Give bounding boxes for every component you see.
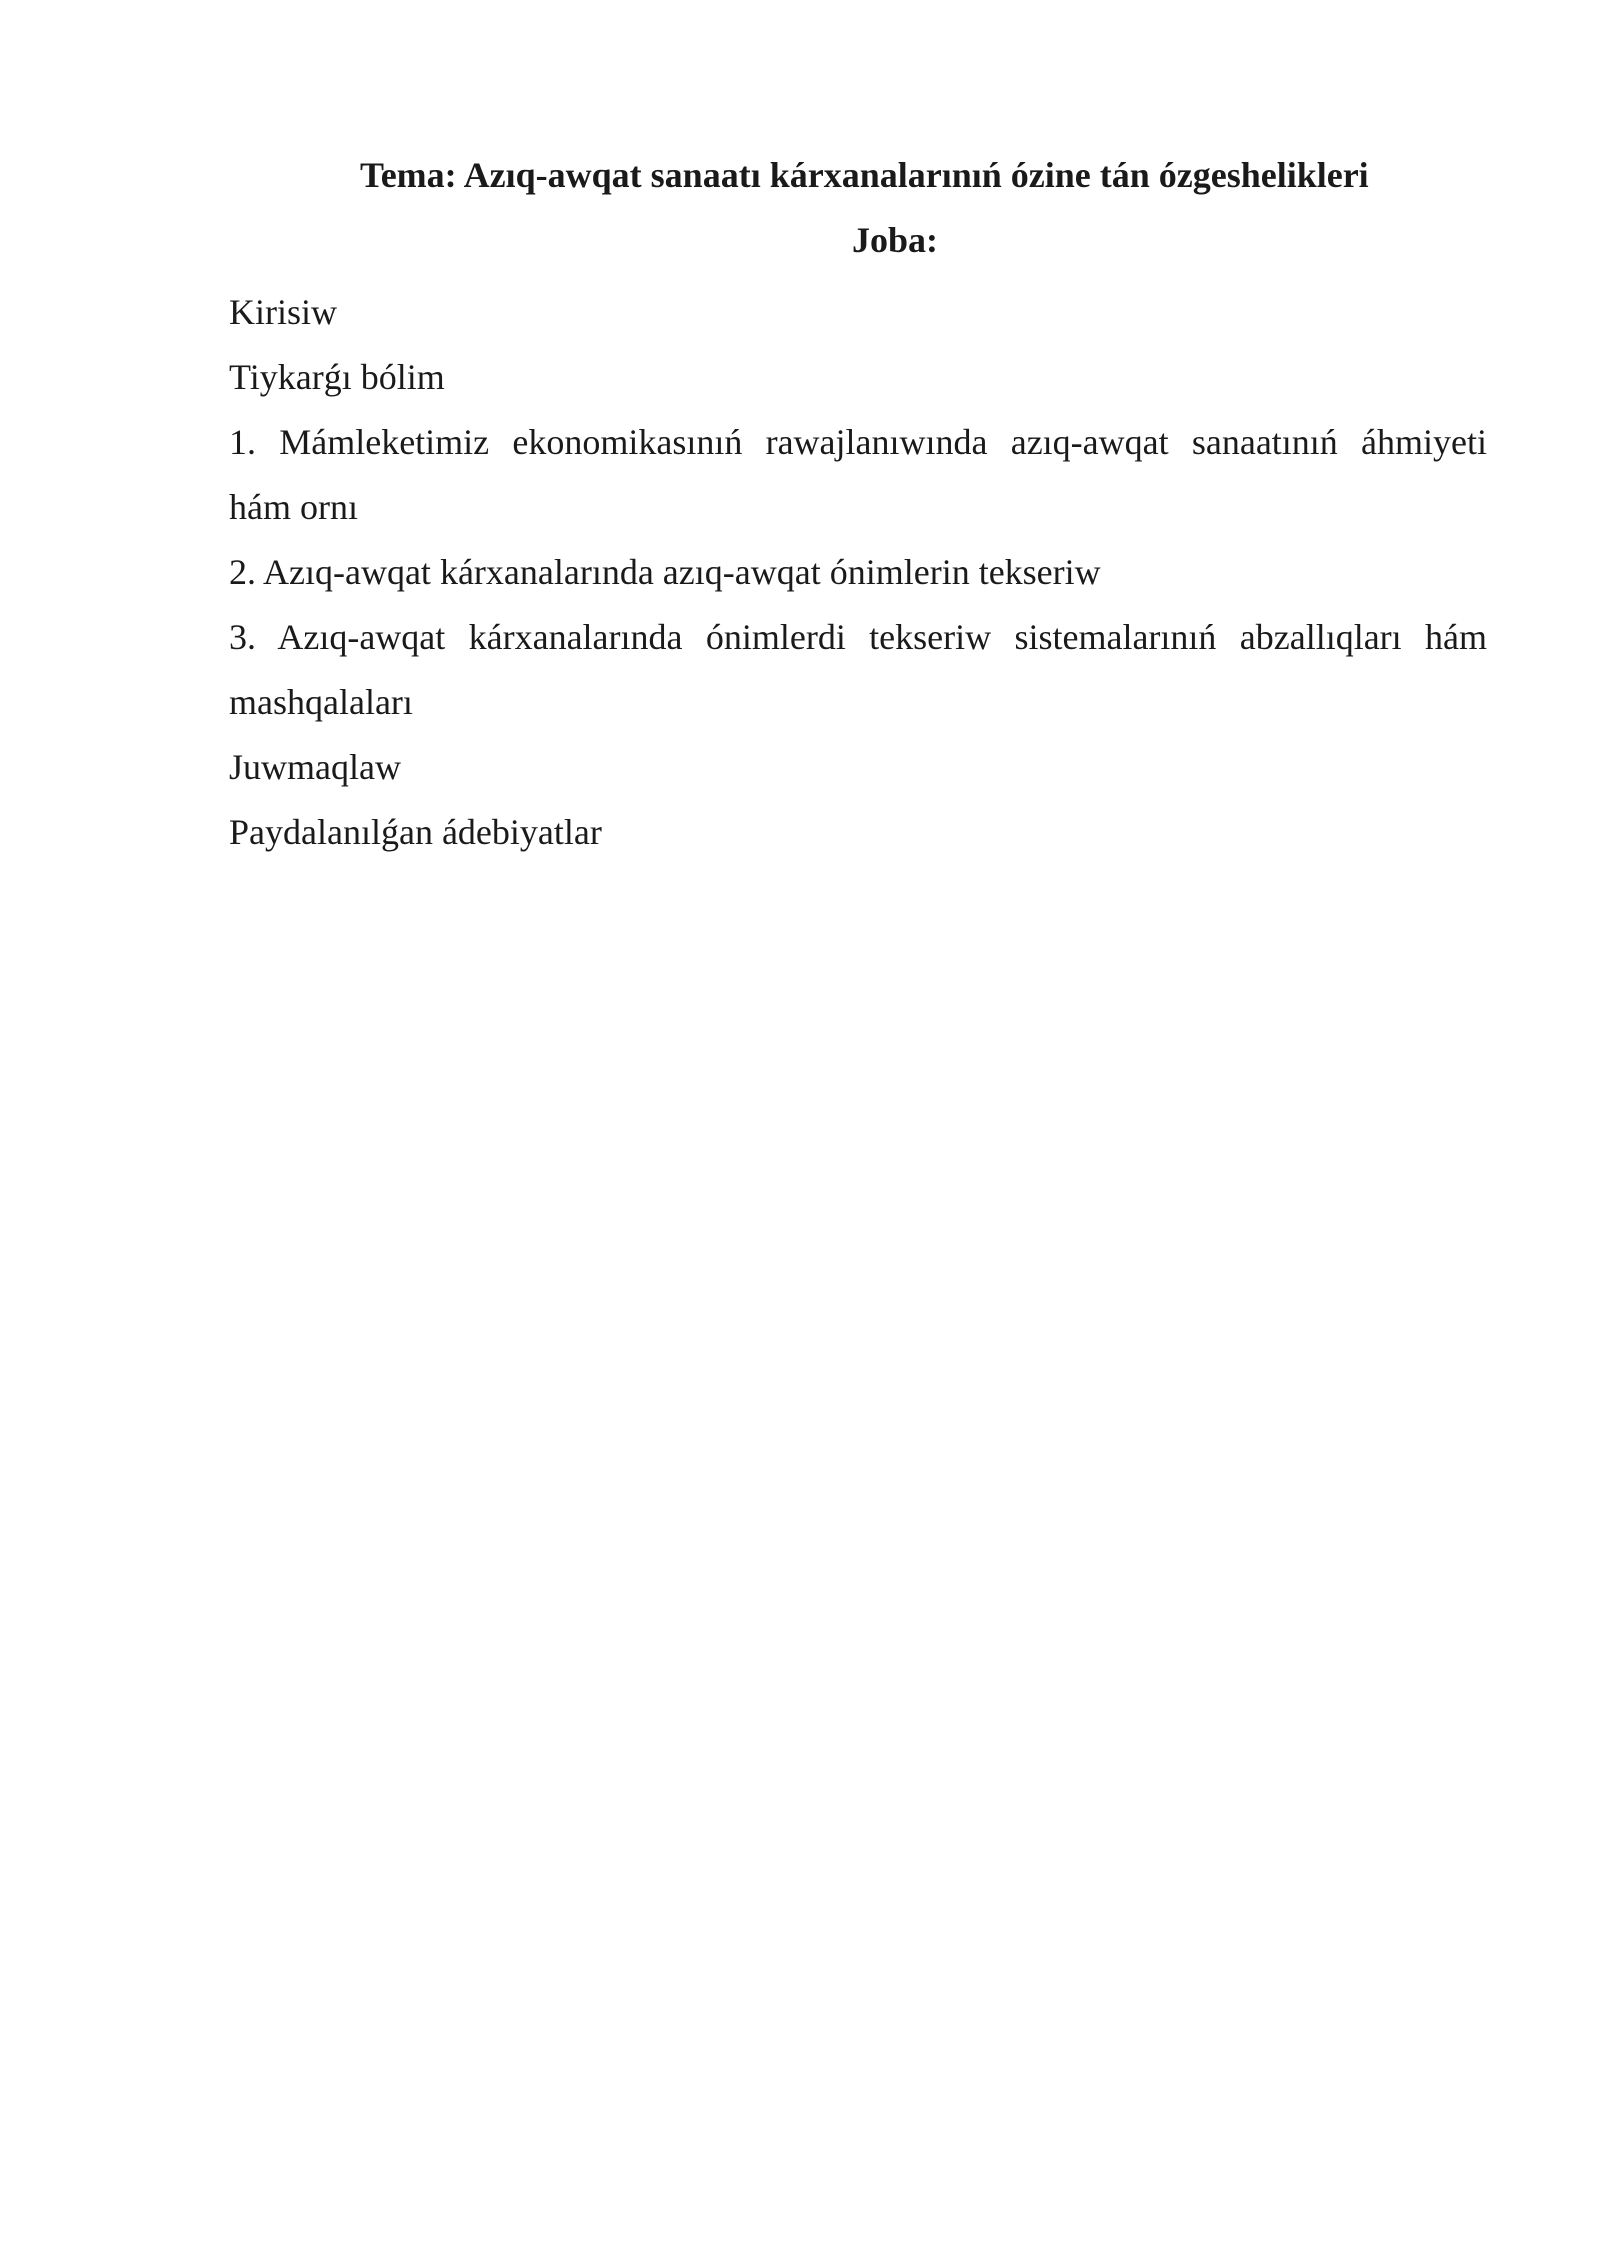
plan-item-3-line-1: 3. Azıq-awqat kárxanalarında ónimlerdi tekseriw sistemalarınıń abzallıqları hám (229, 617, 1487, 657)
plan-item-1-line-2: hám ornı (229, 487, 358, 527)
document-title: Tema: Azıq-awqat sanaatı kárxanalarınıń ózine tán ózgeshelikleri (360, 155, 1369, 195)
plan-item-3-line-2: mashqalaları (229, 682, 413, 722)
plan-item-conclusion: Juwmaqlaw (229, 747, 401, 787)
plan-heading: Joba: (851, 220, 938, 260)
plan-list (229, 280, 1487, 865)
plan-item-intro: Kirisiw (229, 292, 337, 332)
plan-item-2: 2. Azıq-awqat kárxanalarında azıq-awqat ónimlerin tekseriw (229, 552, 1101, 592)
plan-item-references: Paydalanılǵan ádebiyatlar (229, 812, 602, 852)
plan-item-main-part: Tiykarǵı bólim (229, 357, 445, 397)
plan-item-1-line-1: 1. Mámleketimiz ekonomikasınıń rawajlanıwında azıq-awqat sanaatınıń áhmiyeti (229, 422, 1487, 462)
